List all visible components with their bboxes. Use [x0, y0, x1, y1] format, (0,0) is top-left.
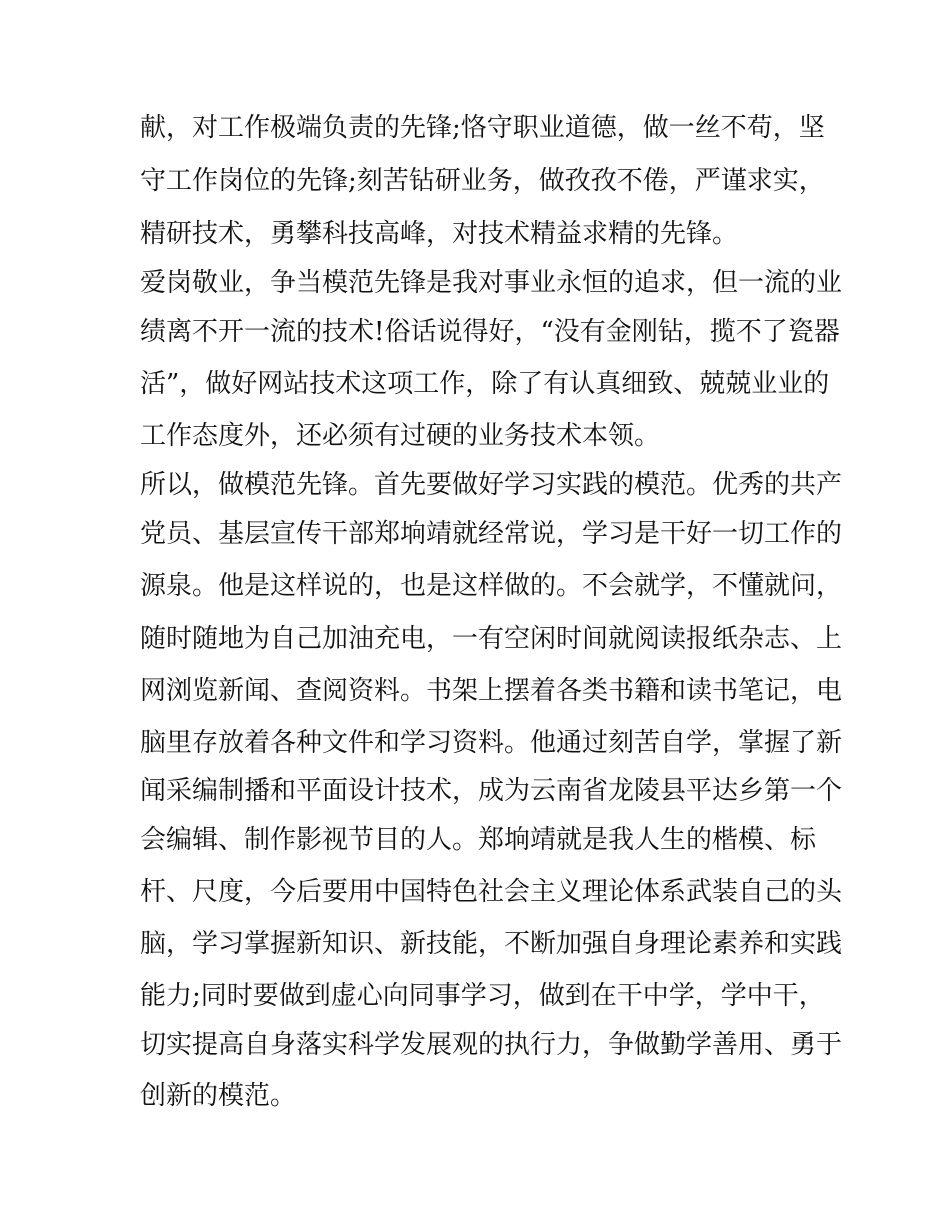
text-line: 随时随地为自己加油充电，一有空闲时间就阅读报纸杂志、上	[140, 624, 843, 654]
text-line: 爱岗敬业，争当模范先锋是我对事业永恒的追求，但一流的业	[140, 268, 843, 298]
text-line: 绩离不开一流的技术!俗话说得好，“没有金刚钻，揽不了瓷器	[140, 317, 840, 347]
text-line: 创新的模范。	[140, 1081, 297, 1111]
text-line: 献，对工作极端负责的先锋;恪守职业道德，做一丝不苟，坚	[140, 113, 825, 143]
text-line: 杆、尺度，今后要用中国特色社会主义理论体系武装自己的头	[140, 877, 843, 907]
text-line: 闻采编制播和平面设计技术，成为云南省龙陵县平达乡第一个	[140, 776, 843, 806]
text-line: 精研技术，勇攀科技高峰，对技术精益求精的先锋。	[140, 219, 739, 249]
text-line: 能力;同时要做到虚心向同事学习，做到在干中学，学中干，	[140, 981, 825, 1011]
text-line: 守工作岗位的先锋;刻苦钻研业务，做孜孜不倦，严谨求实，	[140, 166, 825, 196]
text-line: 源泉。他是这样说的，也是这样做的。不会就学，不懂就问，	[140, 571, 843, 601]
text-line: 活”，做好网站技术这项工作，除了有认真细致、兢兢业业的	[140, 369, 830, 399]
text-line: 网浏览新闻、查阅资料。书架上摆着各类书籍和读书笔记，电	[140, 676, 843, 706]
text-line: 所以，做模范先锋。首先要做好学习实践的模范。优秀的共产	[140, 470, 843, 500]
text-line: 工作态度外，还必须有过硬的业务技术本领。	[140, 421, 661, 451]
text-line: 脑里存放着各种文件和学习资料。他通过刻苦自学，掌握了新	[140, 728, 843, 758]
text-line: 脑，学习掌握新知识、新技能，不断加强自身理论素养和实践	[140, 929, 843, 959]
text-line: 会编辑、制作影视节目的人。郑垧靖就是我人生的楷模、标	[140, 825, 817, 855]
text-line: 党员、基层宣传干部郑垧靖就经常说，学习是干好一切工作的	[140, 519, 843, 549]
text-line: 切实提高自身落实科学发展观的执行力，争做勤学善用、勇于	[140, 1030, 843, 1060]
